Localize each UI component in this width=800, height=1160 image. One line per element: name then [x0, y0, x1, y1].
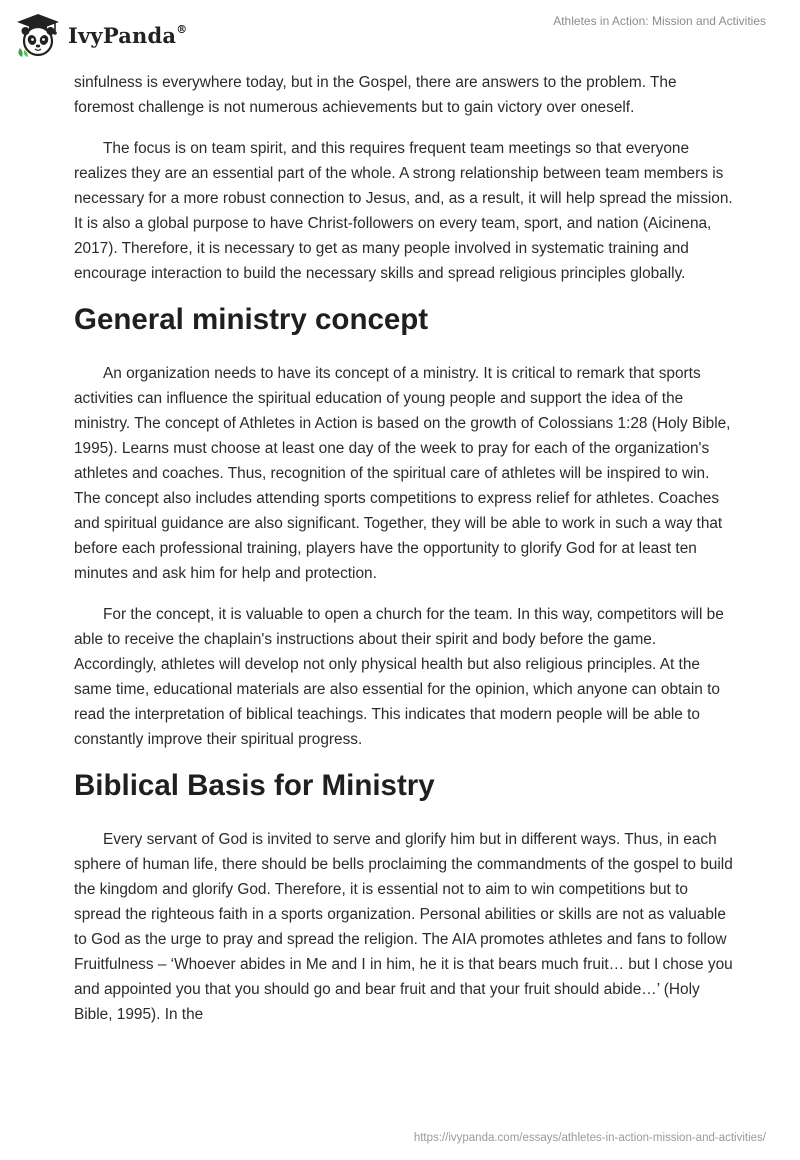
paragraph: An organization needs to have its concept of a ministry. It is critical to remark that sports activities can influence the spiritual education of young people and support the idea of the ministry. The concept of Athletes in Action is based on the growth of Colossians 1:28 (Holy Bible, 1995). Learns must choose at least one day of the week to pray for each of the organization's athletes and coaches. Thus, recognition of the spiritual care of athletes will be inspired to win. The concept also includes attending sports competitions to express relief for athletes. Coaches and spiritual guidance are also significant. Together, they will be able to work in such a way that before each professional training, players have the opportunity to glorify God for at least ten minutes and ask him for help and protection. [74, 365, 731, 582]
paragraph: For the concept, it is valuable to open a church for the team. In this way, competitors will be able to receive the chaplain's instructions about their spirit and body before the game. Accordingly, athletes will develop not only physical health but also religious principles. At the same time, educational materials are also essential for the opinion, which anyone can obtain to read the interpretation of biblical teachings. This indicates that modern people will be able to constantly improve their spiritual progress. [74, 606, 724, 748]
page-header [0, 0, 800, 70]
section-heading-general-ministry: General ministry concept [74, 303, 429, 336]
paragraph: Every servant of God is invited to serve and glorify him but in different ways. Thus, in each sphere of human life, there should be bells proclaiming the commandments of the gospel to build the kingdom and glorify God. Therefore, it is essential not to aim to win competitions but to spread the righteous faith in a sports organization. Personal abilities or skills are not as valuable to God as the urge to pray and spread the religion. The AIA promotes athletes and fans to follow Fruitfulness – ‘Whoever abides in Me and I in him, he it is that bears much fruit… but I chose you and appointed you that you should go and bear fruit and that your fruit should abide…’ (Holy Bible, 1995). In the [74, 831, 733, 1023]
ivypanda-logo[interactable] [14, 10, 187, 60]
essay-body [74, 70, 734, 1043]
panda-graduate-icon [14, 12, 62, 58]
paragraph: The focus is on team spirit, and this requires frequent team meetings so that everyone realizes they are an essential part of the whole. A strong relationship between team members is necessary for a more robust connection to Jesus, and, as a result, it will help spread the mission. It is also a global purpose to have Christ-followers on every team, sport, and nation (Aicinena, 2017). Therefore, it is necessary to get as many people involved in systematic training and encourage interaction to build the necessary skills and spread religious principles globally. [74, 140, 733, 282]
section-heading-biblical-basis: Biblical Basis for Ministry [74, 769, 435, 802]
source-url[interactable]: https://ivypanda.com/essays/athletes-in-action-mission-and-activities/ [413, 1132, 766, 1144]
brand-name: IvyPanda® [68, 22, 188, 48]
document-title: Athletes in Action: Mission and Activities [553, 14, 766, 28]
paragraph: sinfulness is everywhere today, but in the Gospel, there are answers to the problem. The foremost challenge is not numerous achievements but to gain victory over oneself. [74, 74, 677, 116]
